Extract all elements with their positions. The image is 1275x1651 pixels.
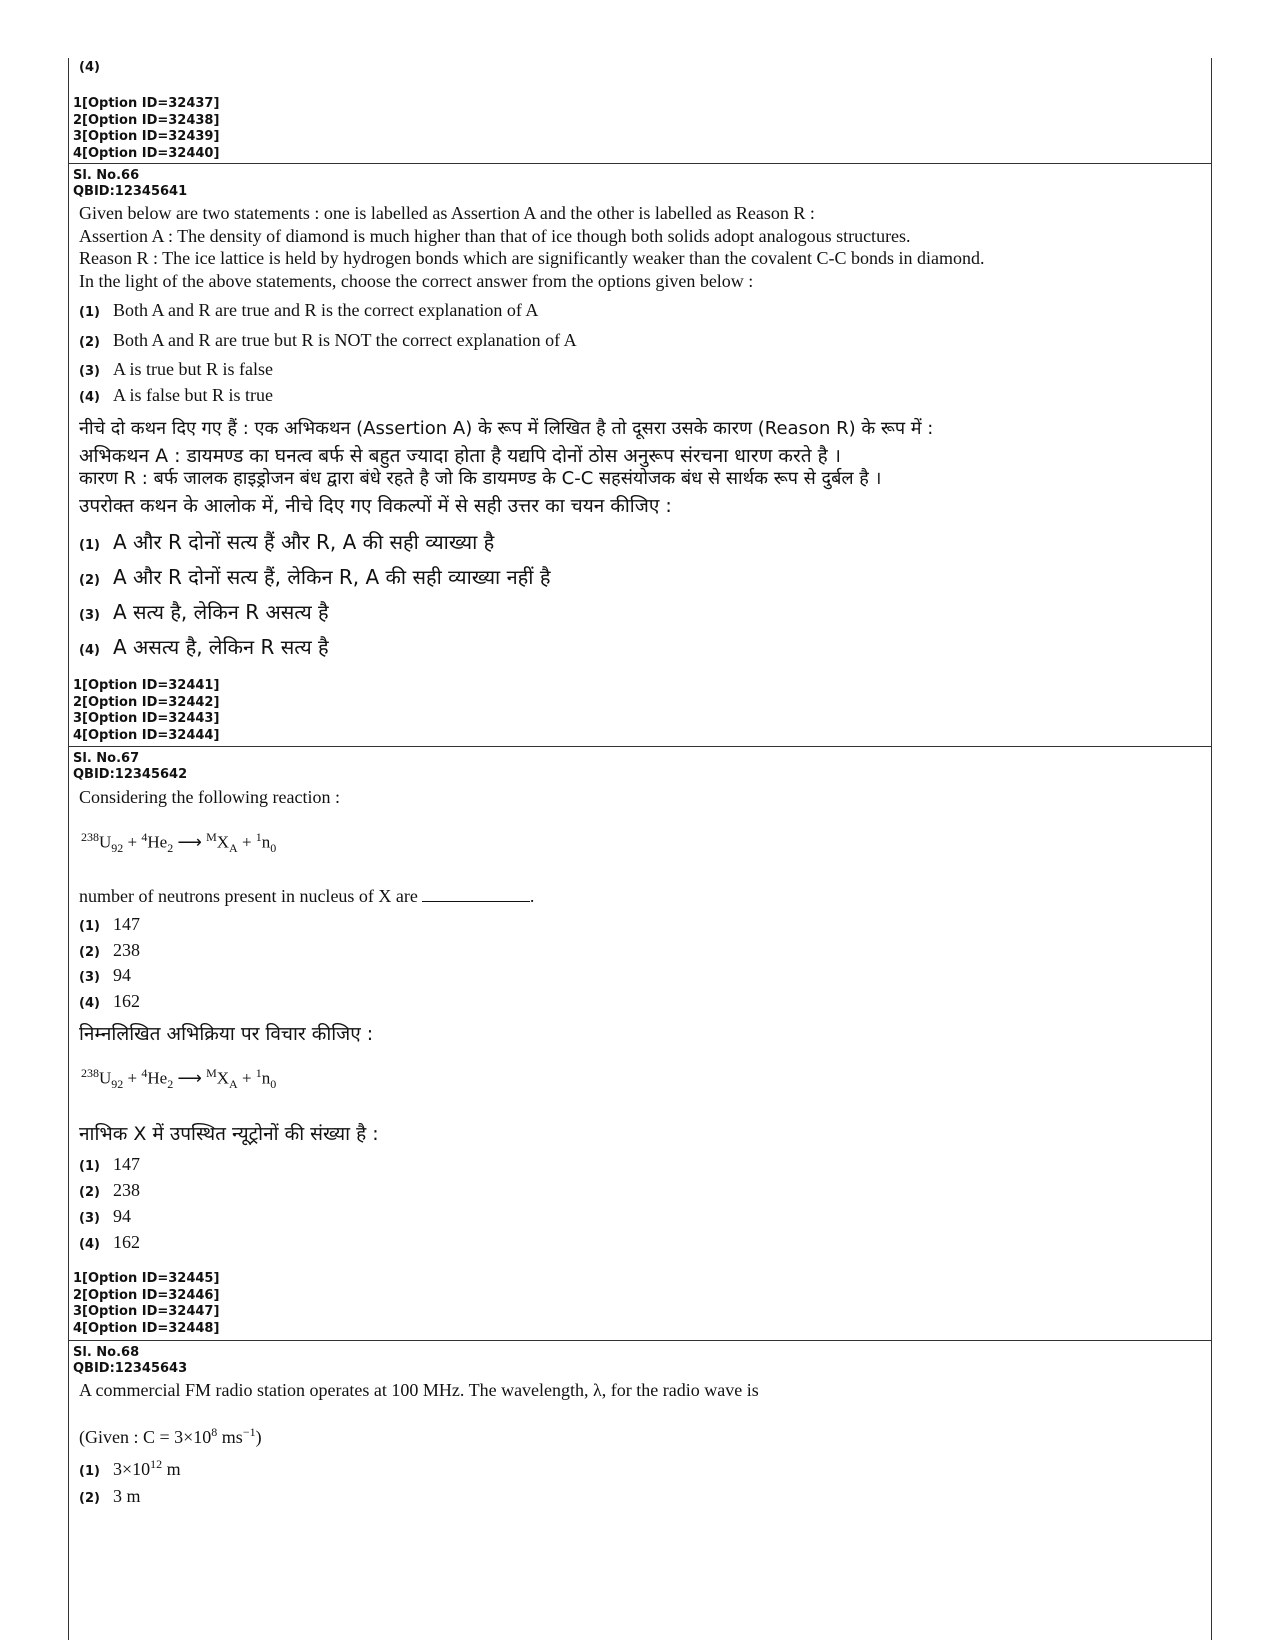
- option-id: 4[Option ID=32448]: [73, 1320, 220, 1336]
- q66-option-ids: [73, 678, 219, 744]
- option-id: 3[Option ID=32443]: [73, 711, 220, 726]
- option-id: 2[Option ID=32442]: [73, 694, 220, 710]
- option-id: 1[Option ID=32445]: [73, 1271, 220, 1286]
- option-id: 2[Option ID=32438]: [73, 112, 220, 128]
- option-id: 1[Option ID=32441]: [73, 678, 220, 693]
- q67-hi-option: (2) 238: [79, 1180, 140, 1200]
- question-sheet: [68, 58, 1212, 1640]
- q66-hi-line: कारण R : बर्फ जालक हाइड्रोजन बंध द्वारा बंधे रहते है जो कि डायमण्ड के C-C सहसंयोजक बंध से सार्थक रूप से दुर्बल है ।: [79, 468, 882, 489]
- q66-serial: Sl. No.66: [73, 168, 140, 183]
- q67-qbid: QBID:12345642: [73, 767, 188, 782]
- q67-hi-option: (1) 147: [79, 1154, 140, 1174]
- q66-hi-option: (1) A और R दोनों सत्य हैं और R, A की सही व्याख्या है: [79, 530, 495, 554]
- q68-qbid: QBID:12345643: [73, 1361, 188, 1376]
- arrow-icon: ⟶: [177, 1068, 202, 1088]
- q68-given: (Given : $C = 3\times 10^8$ $ms^{-1}$): [79, 1425, 262, 1447]
- q67-en-intro: Considering the following reaction :: [79, 787, 340, 807]
- q66-en-option: (3) A is true but R is false: [79, 359, 273, 379]
- option-id: 1[Option ID=32437]: [73, 96, 220, 111]
- q67-hi-option: (4) 162: [79, 1232, 140, 1252]
- q67-en-question: number of neutrons present in nucleus of X are .: [79, 886, 535, 906]
- q67-hi-option: (3) 94: [79, 1206, 131, 1226]
- option-id: 4[Option ID=32440]: [73, 145, 220, 161]
- q66-en-line: Reason R : The ice lattice is held by hydrogen bonds which are significantly weaker than the covalent C-C bonds in diamond.: [79, 248, 985, 268]
- q66-hi-line: उपरोक्त कथन के आलोक में, नीचे दिए गए विकल्पों में से सही उत्तर का चयन कीजिए :: [79, 495, 672, 517]
- q66-en-line: In the light of the above statements, choose the correct answer from the options given below :: [79, 271, 754, 291]
- q66-en-line: Assertion A : The density of diamond is much higher than that of ice though both solids adopt analogous structures.: [79, 226, 911, 246]
- q66-hi-option: (4) A असत्य है, लेकिन R सत्य है: [79, 635, 329, 659]
- q67-en-option: (4) 162: [79, 991, 140, 1011]
- q66-en-option: (2) Both A and R are true but R is NOT the correct explanation of A: [79, 330, 577, 350]
- divider: [69, 163, 1211, 164]
- q68-option: (1) $3\times 10^{12}$ m: [79, 1457, 181, 1479]
- option-id: 4[Option ID=32444]: [73, 727, 220, 743]
- q67-hi-equation: $^{238}U_{92} + ^4He_2$ ⟶ $^MX_A + ^1n_0$: [81, 1066, 277, 1092]
- option-id: 3[Option ID=32439]: [73, 129, 220, 144]
- q67-hi-question: नाभिक X में उपस्थित न्यूट्रोनों की संख्या है :: [79, 1123, 379, 1145]
- q67-hi-intro: निम्नलिखित अभिक्रिया पर विचार कीजिए :: [79, 1023, 374, 1045]
- q67-option-ids: [73, 1271, 219, 1337]
- q67-en-option: (1) 147: [79, 914, 140, 934]
- option-id: 3[Option ID=32447]: [73, 1304, 220, 1319]
- option-id: 2[Option ID=32446]: [73, 1287, 220, 1303]
- q66-hi-option: (3) A सत्य है, लेकिन R असत्य है: [79, 600, 329, 624]
- q66-en-line: Given below are two statements : one is labelled as Assertion A and the other is labelled as Reason R :: [79, 203, 815, 223]
- q67-en-option: (2) 238: [79, 940, 140, 960]
- q66-hi-line: नीचे दो कथन दिए गए हैं : एक अभिकथन (Assertion A) के रूप में लिखित है तो दूसरा उसके कारण (Reason R) के रूप में :: [79, 418, 934, 439]
- q67-en-option: (3) 94: [79, 965, 131, 985]
- divider: [69, 1340, 1211, 1341]
- prev-last-option: (4): [79, 60, 100, 75]
- q68-serial: Sl. No.68: [73, 1345, 140, 1360]
- q67-en-equation: $^{238}U_{92} + ^4He_2$ ⟶ $^MX_A + ^1n_0$: [81, 830, 277, 856]
- divider: [69, 746, 1211, 747]
- q66-hi-line: अभिकथन A : डायमण्ड का घनत्व बर्फ से बहुत ज्यादा होता है यद्यपि दोनों ठोस अनुरूप संरचना धारण करते है ।: [79, 445, 841, 467]
- q66-qbid: QBID:12345641: [73, 184, 188, 199]
- q66-en-option: (4) A is false but R is true: [79, 385, 273, 405]
- q68-en-line: A commercial FM radio station operates at 100 MHz. The wavelength, λ, for the radio wave is: [79, 1380, 759, 1400]
- prev-option-ids: [73, 96, 219, 162]
- q67-serial: Sl. No.67: [73, 751, 140, 766]
- answer-blank: [422, 901, 530, 902]
- q68-option: (2) 3 m: [79, 1486, 141, 1506]
- q66-hi-option: (2) A और R दोनों सत्य हैं, लेकिन R, A की सही व्याख्या नहीं है: [79, 565, 551, 589]
- q66-en-option: (1) Both A and R are true and R is the correct explanation of A: [79, 300, 539, 320]
- arrow-icon: ⟶: [177, 832, 202, 852]
